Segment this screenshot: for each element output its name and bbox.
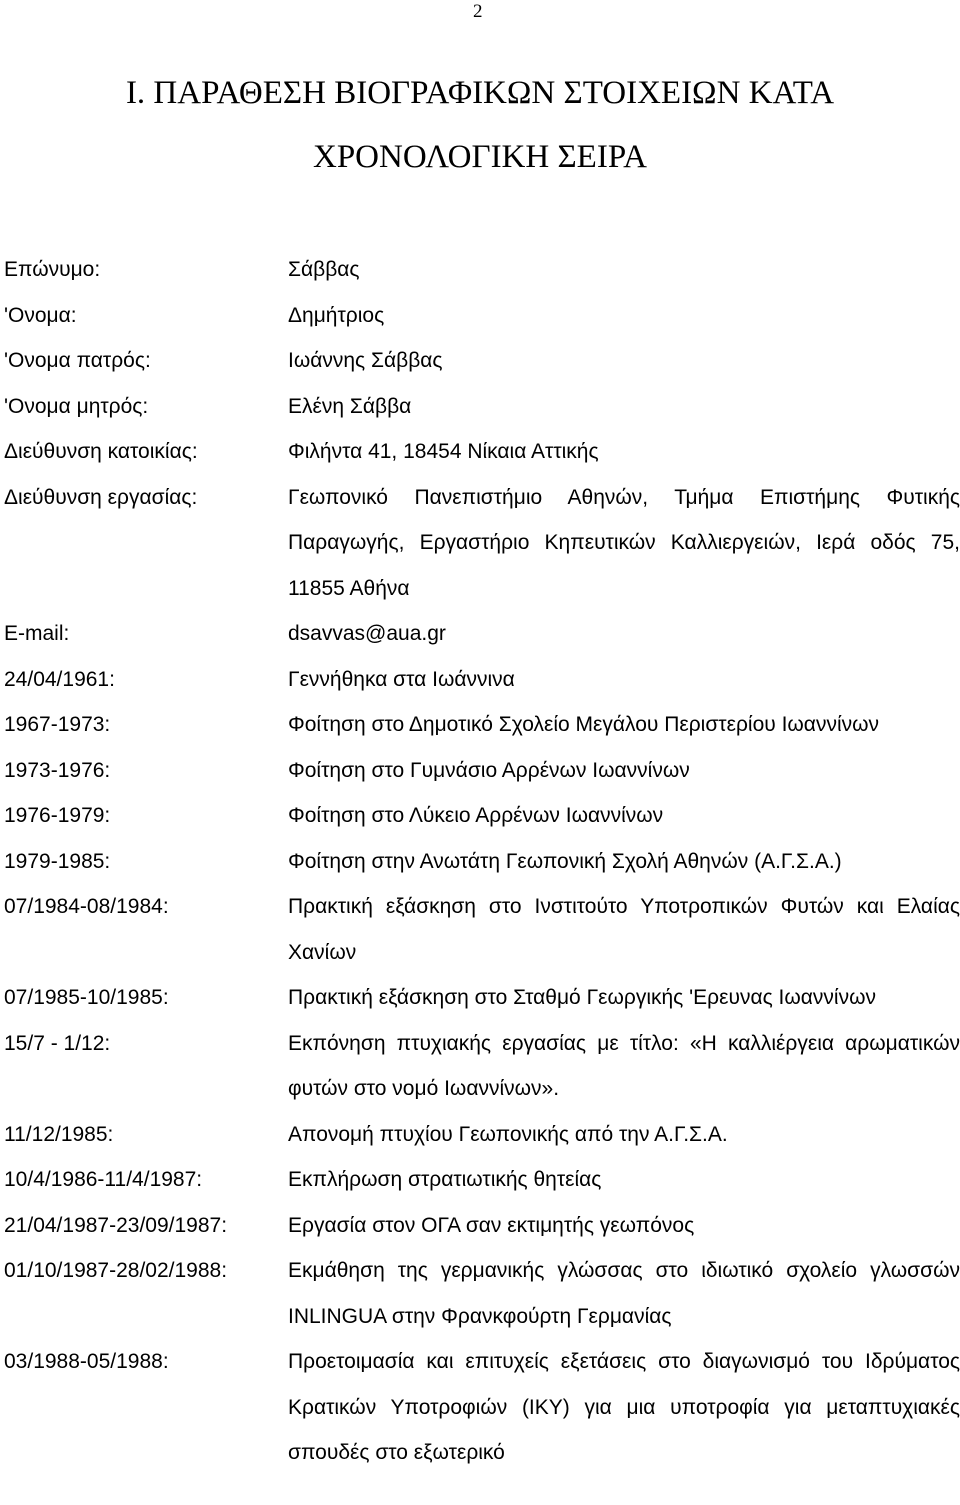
document-title-line-1: Ι. ΠΑΡΑΘΕΣΗ ΒΙΟΓΡΑΦΙΚΩΝ ΣΤΟΙΧΕΙΩΝ ΚΑΤΑ (125, 75, 835, 111)
bio-label: 10/4/1986-11/4/1987: (4, 1168, 203, 1191)
bio-value: Πρακτική εξάσκηση στο Σταθμό Γεωργικής 'Ερευνας Ιωαννίνων (288, 986, 876, 1009)
bio-row-university (4, 839, 960, 885)
bio-value: Φοίτηση στο Δημοτικό Σχολείο Μεγάλου Περιστερίου Ιωαννίνων (288, 713, 880, 736)
bio-label: 1967-1973: (4, 713, 111, 736)
bio-row-gymnasium (4, 748, 960, 794)
bio-value: Εκμάθηση της γερμανικής γλώσσας στο ιδιωτικό σχολείο γλωσσών INLINGUA στην Φρανκφούρτη Γερμανίας (288, 1259, 960, 1328)
bio-label: 11/12/1985: (4, 1122, 114, 1146)
bio-label: 03/1988-05/1988: (4, 1350, 169, 1373)
bio-label: 'Ονομα πατρός: (4, 349, 151, 372)
bio-value: Ελένη Σάββα (288, 394, 412, 418)
bio-value: Φιλήντα 41, 18454 Νίκαια Αττικής (288, 440, 599, 463)
bio-row-email (4, 611, 960, 657)
bio-value: Γεννήθηκα στα Ιωάννινα (288, 667, 515, 691)
bio-value: Πρακτική εξάσκηση στο Ινστιτούτο Υποτροπικών Φυτών και Ελαίας Χανίων (288, 895, 960, 964)
bio-value: Εργασία στον ΟΓΑ σαν εκτιμητής γεωπόνος (288, 1213, 695, 1237)
bio-row-surname (4, 247, 960, 293)
bio-label: Διεύθυνση κατοικίας: (4, 440, 198, 463)
bio-label: 07/1984-08/1984: (4, 895, 169, 918)
bio-label: 15/7 - 1/12: (4, 1031, 111, 1055)
bio-label: E-mail: (4, 622, 70, 645)
bio-row-home-address (4, 429, 960, 475)
bio-row-work-address (4, 475, 960, 612)
bio-value: Φοίτηση στο Λύκειο Αρρένων Ιωαννίνων (288, 804, 664, 827)
bio-row-birth (4, 657, 960, 703)
bio-value: Φοίτηση στην Ανωτάτη Γεωπονική Σχολή Αθηνών (Α.Γ.Σ.Α.) (288, 849, 842, 873)
bio-row-degree (4, 1112, 960, 1158)
bio-value: Εκπλήρωση στρατιωτικής θητείας (288, 1168, 602, 1191)
bio-value: Σάββας (288, 258, 360, 281)
bio-value: Δημήτριος (288, 303, 385, 327)
bio-value: Ιωάννης Σάββας (288, 349, 443, 372)
bio-label: 21/04/1987-23/09/1987: (4, 1213, 228, 1237)
bio-value: Γεωπονικό Πανεπιστήμιο Αθηνών, Τμήμα Επιστήμης Φυτικής Παραγωγής, Εργαστήριο Κηπευτικών Καλλιεργειών, Ιερά οδός 75, 11855 Αθήνα (288, 485, 960, 600)
bio-row-internship-chania (4, 884, 960, 975)
bio-row-thesis (4, 1021, 960, 1112)
bio-row-german-language (4, 1248, 960, 1339)
document-title-line-2: ΧΡΟΝΟΛΟΓΙΚΗ ΣΕΙΡΑ (312, 139, 648, 175)
bio-row-military-service (4, 1157, 960, 1203)
bio-label: 'Ονομα μητρός: (4, 394, 149, 418)
bio-row-oga-work (4, 1203, 960, 1249)
bio-value: Εκπόνηση πτυχιακής εργασίας με τίτλο: «Η καλλιέργεια αρωματικών φυτών στο νομό Ιωαννίνων». (288, 1031, 960, 1100)
bio-row-father-name (4, 338, 960, 384)
biography-list (4, 247, 960, 1476)
bio-label: 1973-1976: (4, 758, 111, 782)
bio-label: 'Ονομα: (4, 303, 77, 327)
bio-label: 01/10/1987-28/02/1988: (4, 1259, 228, 1282)
bio-row-iky-scholarship (4, 1339, 960, 1476)
bio-value: Φοίτηση στο Γυμνάσιο Αρρένων Ιωαννίνων (288, 758, 690, 782)
bio-label: 24/04/1961: (4, 667, 115, 691)
bio-row-mother-name (4, 384, 960, 430)
page-number: 2 (473, 1, 483, 22)
bio-value: Προετοιμασία και επιτυχείς εξετάσεις στο διαγωνισμό του Ιδρύματος Κρατικών Υποτροφιών (ΙΚΥ) για μια υποτροφία για μεταπτυχιακές σπουδές στο εξωτερικό (288, 1350, 960, 1464)
bio-value: Απονομή πτυχίου Γεωπονικής από την Α.Γ.Σ.Α. (288, 1122, 728, 1146)
bio-label: Διεύθυνση εργασίας: (4, 485, 198, 509)
bio-row-primary-school (4, 702, 960, 748)
bio-label: 07/1985-10/1985: (4, 986, 169, 1009)
bio-label: 1979-1985: (4, 849, 111, 873)
bio-row-first-name (4, 293, 960, 339)
bio-label: Επώνυμο: (4, 258, 101, 281)
bio-label: 1976-1979: (4, 804, 111, 827)
bio-row-lyceum (4, 793, 960, 839)
bio-row-internship-ioannina (4, 975, 960, 1021)
bio-value-email: dsavvas@aua.gr (288, 622, 446, 645)
